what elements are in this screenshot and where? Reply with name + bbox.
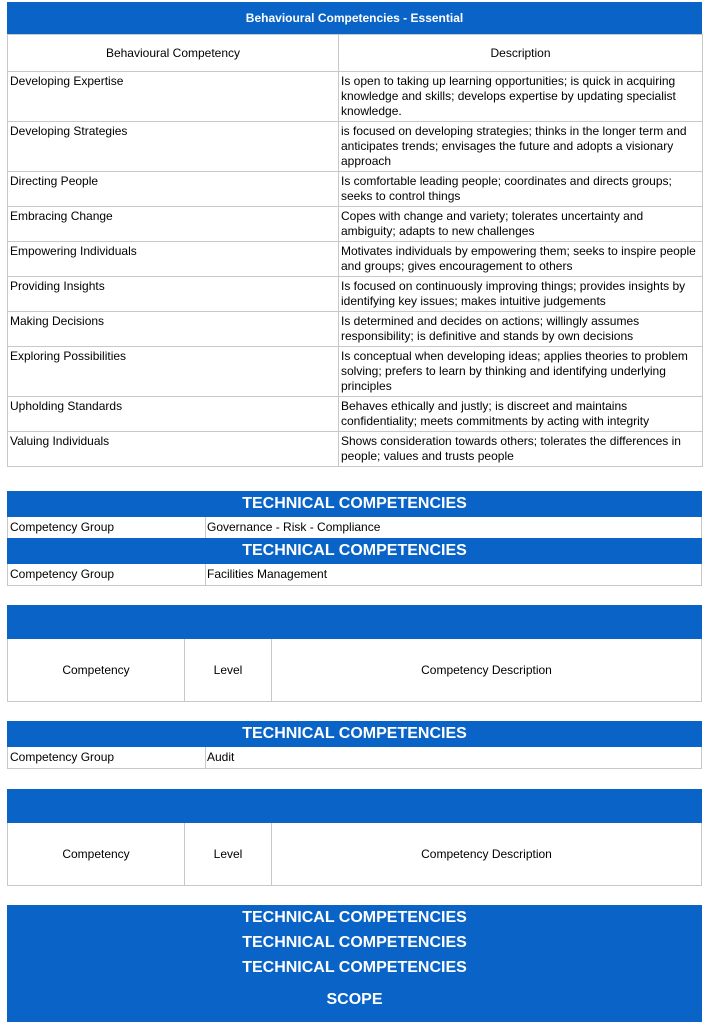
competency-name: Upholding Standards [8, 397, 339, 432]
final-headings-block [7, 905, 702, 1022]
competency-table-header [7, 639, 702, 702]
competency-description: Shows consideration towards others; tolerates the differences in people; values and trusts people [339, 432, 703, 467]
competency-description: Behaves ethically and justly; is discreet and maintains confidentiality; meets commitments by acting with integrity [339, 397, 703, 432]
technical-group-facilities [7, 538, 702, 586]
competency-description: Motivates individuals by empowering them; seeks to inspire people and groups; gives encouragement to others [339, 242, 703, 277]
competency-name: Providing Insights [8, 277, 339, 312]
competency-description: Is open to taking up learning opportunities; is quick in acquiring knowledge and skills; develops expertise by updating specialist knowledge. [339, 72, 703, 122]
table-row [8, 242, 703, 277]
competency-table [7, 789, 702, 886]
competency-group-value: Facilities Management [207, 567, 328, 581]
competency-name: Exploring Possibilities [8, 347, 339, 397]
competency-group-label: Competency Group [8, 747, 206, 768]
column-header-competency: Competency [8, 639, 185, 701]
competency-table-banner [7, 605, 702, 639]
behavioural-competencies-section [7, 2, 702, 467]
behavioural-table [7, 34, 703, 467]
competency-table [7, 605, 702, 702]
technical-group-audit [7, 721, 702, 769]
competency-group-row [7, 747, 702, 769]
table-row [8, 72, 703, 122]
column-header-competency: Behavioural Competency [8, 35, 339, 72]
competency-table-header [7, 823, 702, 886]
column-header-level: Level [185, 823, 272, 885]
table-row [8, 397, 703, 432]
competency-name: Developing Expertise [8, 72, 339, 122]
column-header-description: Description [339, 35, 703, 72]
table-row [8, 312, 703, 347]
technical-group-governance [7, 491, 702, 539]
competency-description: Copes with change and variety; tolerates uncertainty and ambiguity; adapts to new challenges [339, 207, 703, 242]
technical-competencies-heading: TECHNICAL COMPETENCIES [242, 934, 467, 951]
competency-group-value: Audit [207, 750, 235, 764]
table-header-row [8, 35, 703, 72]
competency-name: Developing Strategies [8, 122, 339, 172]
scope-heading: SCOPE [326, 991, 383, 1008]
competency-description: Is focused on continuously improving things; provides insights by identifying key issues; makes intuitive judgements [339, 277, 703, 312]
technical-competencies-heading: TECHNICAL COMPETENCIES [242, 909, 467, 926]
technical-competencies-heading: TECHNICAL COMPETENCIES [7, 538, 702, 564]
competency-group-label: Competency Group [8, 564, 206, 585]
competency-description: Is conceptual when developing ideas; applies theories to problem solving; prefers to learn by thinking and identifying underlying principles [339, 347, 703, 397]
column-header-competency: Competency [8, 823, 185, 885]
competency-group-value: Governance - Risk - Compliance [207, 520, 381, 534]
table-row [8, 172, 703, 207]
column-header-competency-description: Competency Description [421, 847, 552, 861]
competency-description: Is determined and decides on actions; willingly assumes responsibility; is definitive and stands by own decisions [339, 312, 703, 347]
competency-table-banner [7, 789, 702, 823]
competency-group-row [7, 517, 702, 539]
competency-name: Valuing Individuals [8, 432, 339, 467]
competency-description: is focused on developing strategies; thinks in the longer term and anticipates trends; envisages the future and adopts a visionary approach [339, 122, 703, 172]
table-row [8, 207, 703, 242]
competency-group-row [7, 564, 702, 586]
table-row [8, 347, 703, 397]
table-row [8, 432, 703, 467]
technical-competencies-heading: TECHNICAL COMPETENCIES [7, 491, 702, 517]
technical-competencies-heading: TECHNICAL COMPETENCIES [242, 959, 467, 976]
column-header-level: Level [185, 639, 272, 701]
competency-name: Making Decisions [8, 312, 339, 347]
column-header-competency-description: Competency Description [421, 663, 552, 677]
table-row [8, 122, 703, 172]
technical-competencies-heading: TECHNICAL COMPETENCIES [7, 721, 702, 747]
behavioural-title: Behavioural Competencies - Essential [7, 2, 702, 34]
competency-group-label: Competency Group [8, 517, 206, 538]
competency-name: Empowering Individuals [8, 242, 339, 277]
competency-name: Embracing Change [8, 207, 339, 242]
table-row [8, 277, 703, 312]
competency-name: Directing People [8, 172, 339, 207]
competency-description: Is comfortable leading people; coordinates and directs groups; seeks to control things [339, 172, 703, 207]
